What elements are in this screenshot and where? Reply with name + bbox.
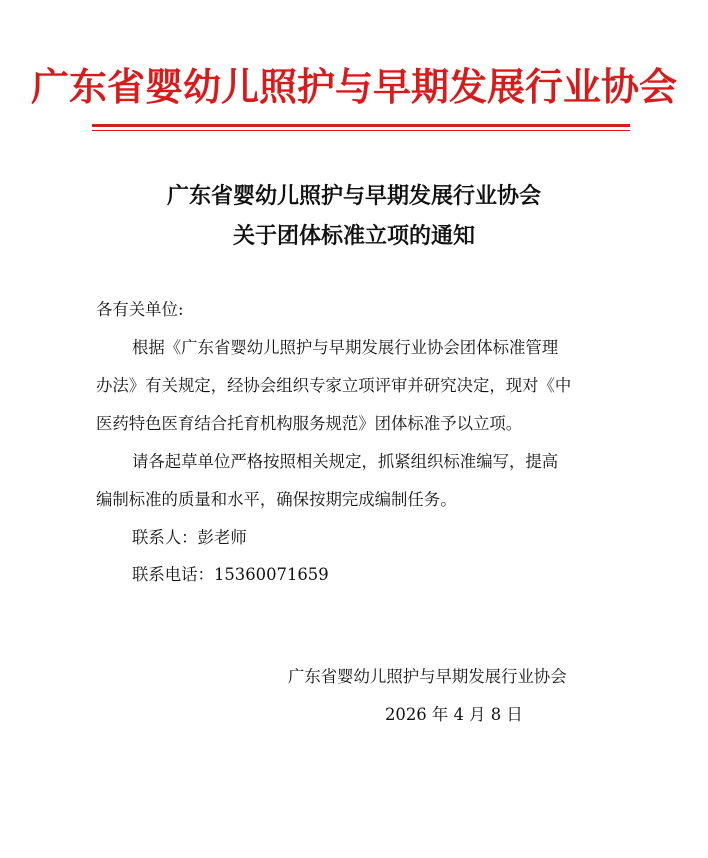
signature-date: 2026 年 4 月 8 日 (385, 705, 523, 724)
letterhead-rule-thin (92, 130, 630, 131)
contact-phone: 联系电话：15360071659 (132, 565, 329, 584)
notice-title-line-1: 广东省婴幼儿照护与早期发展行业协会 (166, 183, 541, 209)
paragraph-1-line-2: 办法》有关规定，经协会组织专家立项评审并研究决定，现对《中 (96, 376, 572, 395)
letterhead-organization-name (0, 52, 708, 122)
notice-title-line-2: 关于团体标准立项的通知 (232, 223, 475, 249)
letterhead-rule-thick (92, 124, 630, 127)
paragraph-2-line-1: 请各起草单位严格按照相关规定，抓紧组织标准编写，提高 (132, 452, 559, 471)
letterhead-text: 广东省婴幼儿照护与早期发展行业协会 (30, 64, 677, 109)
paragraph-1-line-3: 医药特色医育结合托育机构服务规范》团体标准予以立项。 (96, 414, 523, 433)
signature-organization: 广东省婴幼儿照护与早期发展行业协会 (288, 667, 567, 686)
contact-person: 联系人：彭老师 (132, 528, 247, 547)
paragraph-1-line-1: 根据《广东省婴幼儿照护与早期发展行业协会团体标准管理 (132, 338, 559, 357)
salutation: 各有关单位: (96, 300, 184, 319)
paragraph-2-line-2: 编制标准的质量和水平，确保按期完成编制任务。 (96, 490, 457, 509)
